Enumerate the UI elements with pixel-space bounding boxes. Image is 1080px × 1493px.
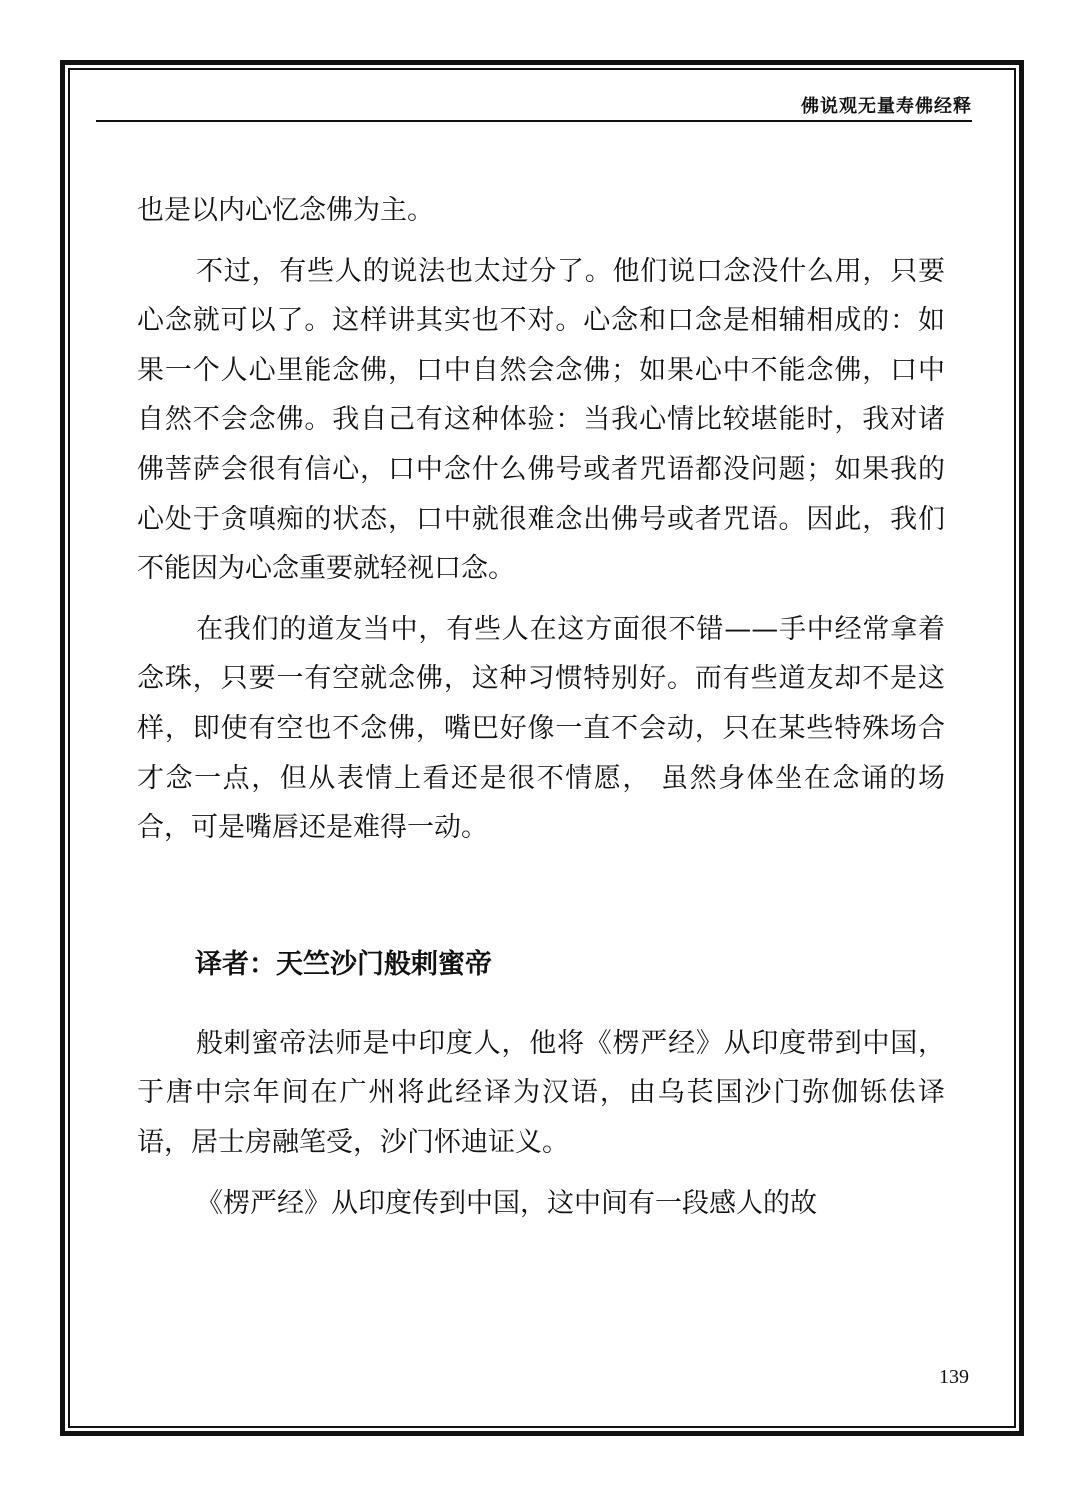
section-heading: 译者：天竺沙门般剌蜜帝 — [195, 948, 492, 980]
running-header-title: 佛说观无量寿佛经释 — [801, 96, 972, 117]
header-rule — [96, 120, 972, 122]
page-body — [137, 186, 945, 1239]
paragraph-continuation: 也是以内心忆念佛为主。 — [137, 195, 434, 226]
paragraph-dharma-friends: 在我们的道友当中，有些人在这方面很不错——手中经常拿着念珠，只要一有空就念佛，这种习惯特别好。而有些道友却不是这样，即使有空也不念佛，嘴巴好像一直不会动，只在某些特殊场合才念一点，但从表情上看还是很不情愿， 虽然身体坐在念诵的场合，可是嘴唇还是难得一动。 — [137, 613, 945, 844]
page-number: 139 — [939, 1366, 969, 1388]
paragraph-oral-recitation: 不过，有些人的说法也太过分了。他们说口念没什么用，只要心念就可以了。这样讲其实也不对。心念和口念是相辅相成的：如果一个人心里能念佛，口中自然会念佛；如果心中不能念佛，口中自然不会念佛。我自己有这种体验：当我心情比较堪能时，我对诸佛菩萨会很有信心，口中念什么佛号或者咒语都没问题；如果我的心处于贪嗔痴的状态，口中就很难念出佛号或者咒语。因此，我们不能因为心念重要就轻视口念。 — [137, 255, 945, 585]
paragraph-story: 《楞严经》从印度传到中国，这中间有一段感人的故 — [196, 1187, 817, 1219]
paragraph-translator: 般剌蜜帝法师是中印度人，他将《楞严经》从印度带到中国，于唐中宗年间在广州将此经译为汉语，由乌苌国沙门弥伽铄佉译语，居士房融笔受，沙门怀迪证义。 — [137, 1027, 945, 1158]
